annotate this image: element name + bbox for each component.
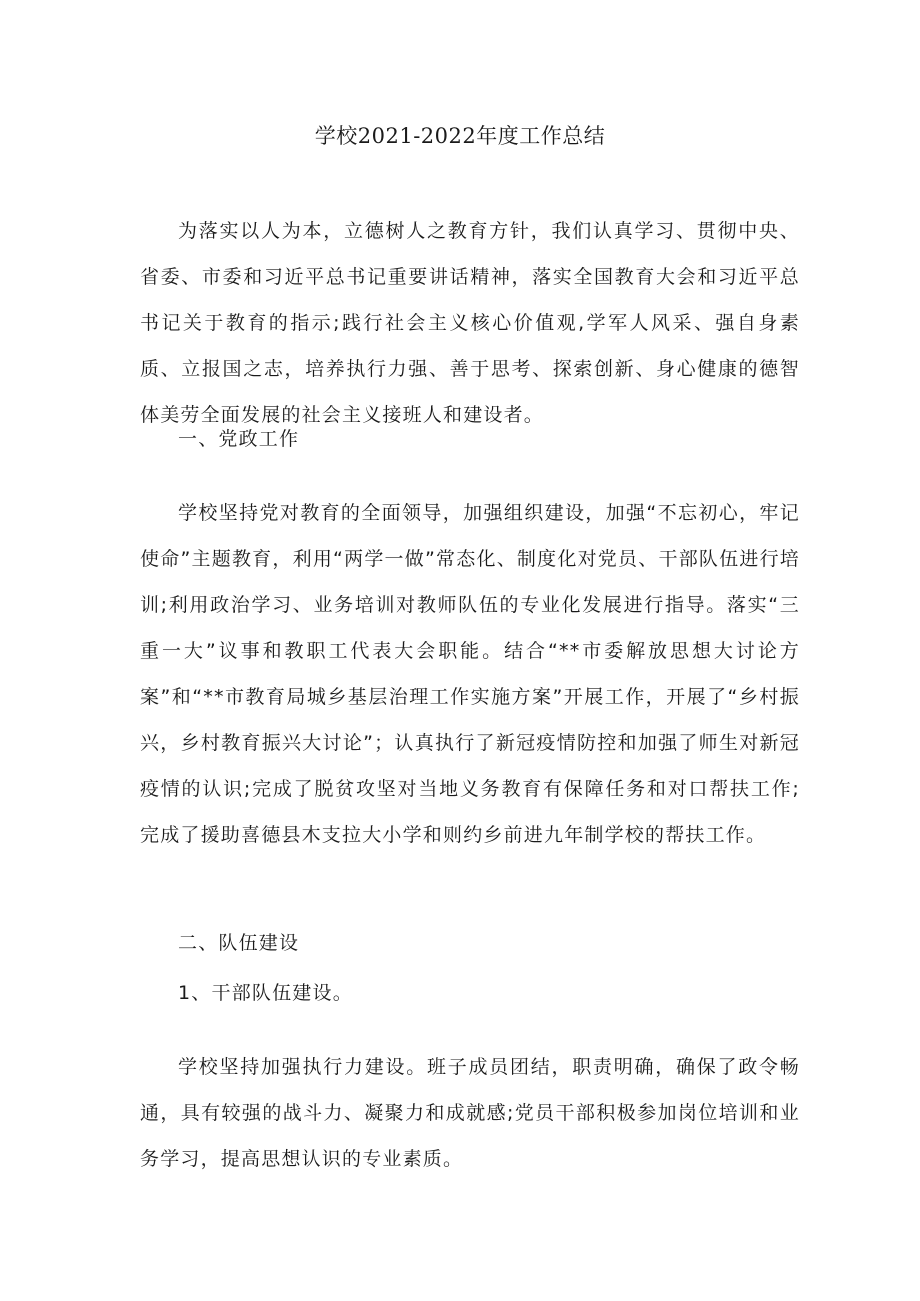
intro-text: 为落实以人为本，立德树人之教育方针，我们认真学习、贯彻中央、省委、市委和习近平总书记重要讲话精神，落实全国教育大会和习近平总书记关于教育的指示;践行社会主义核心价值观,学军人风采、强自身素质、立报国之志，培养执行力强、善于思考、探索创新、身心健康的德智体美劳全面发展的社会主义接班人和建设者。 xyxy=(140,220,800,426)
section2-heading-block xyxy=(140,920,800,966)
intro-paragraph xyxy=(140,208,800,438)
subsection1-heading: 1、干部队伍建设。 xyxy=(178,982,353,1004)
section2-heading: 二、队伍建设 xyxy=(178,932,300,954)
section1-text: 学校坚持党对教育的全面领导，加强组织建设，加强“不忘初心，牢记使命”主题教育，利用“两学一做”常态化、制度化对党员、干部队伍进行培训;利用政治学习、业务培训对教师队伍的专业化发展进行指导。落实“三重一大”议事和教职工代表大会职能。结合“**市委解放思想大讨论方案”和“**市教育局城乡基层治理工作实施方案”开展工作，开展了“乡村振兴，乡村教育振兴大讨论”；认真执行了新冠疫情防控和加强了师生对新冠疫情的认识;完成了脱贫攻坚对当地义务教育有保障任务和对口帮扶工作;完成了援助喜德县木支拉大小学和则约乡前进九年制学校的帮扶工作。 xyxy=(140,502,800,846)
document-title: 学校2021-2022年度工作总结 xyxy=(314,124,606,148)
section1-heading: 一、党政工作 xyxy=(178,428,300,450)
section1-heading-block xyxy=(140,416,800,462)
subsection1-heading-block xyxy=(140,970,800,1016)
section1-paragraph xyxy=(140,490,800,858)
subsection1-text: 学校坚持加强执行力建设。班子成员团结，职责明确，确保了政令畅通，具有较强的战斗力、凝聚力和成就感;党员干部积极参加岗位培训和业务学习，提高思想认识的专业素质。 xyxy=(140,1056,800,1170)
subsection1-paragraph xyxy=(140,1044,800,1182)
